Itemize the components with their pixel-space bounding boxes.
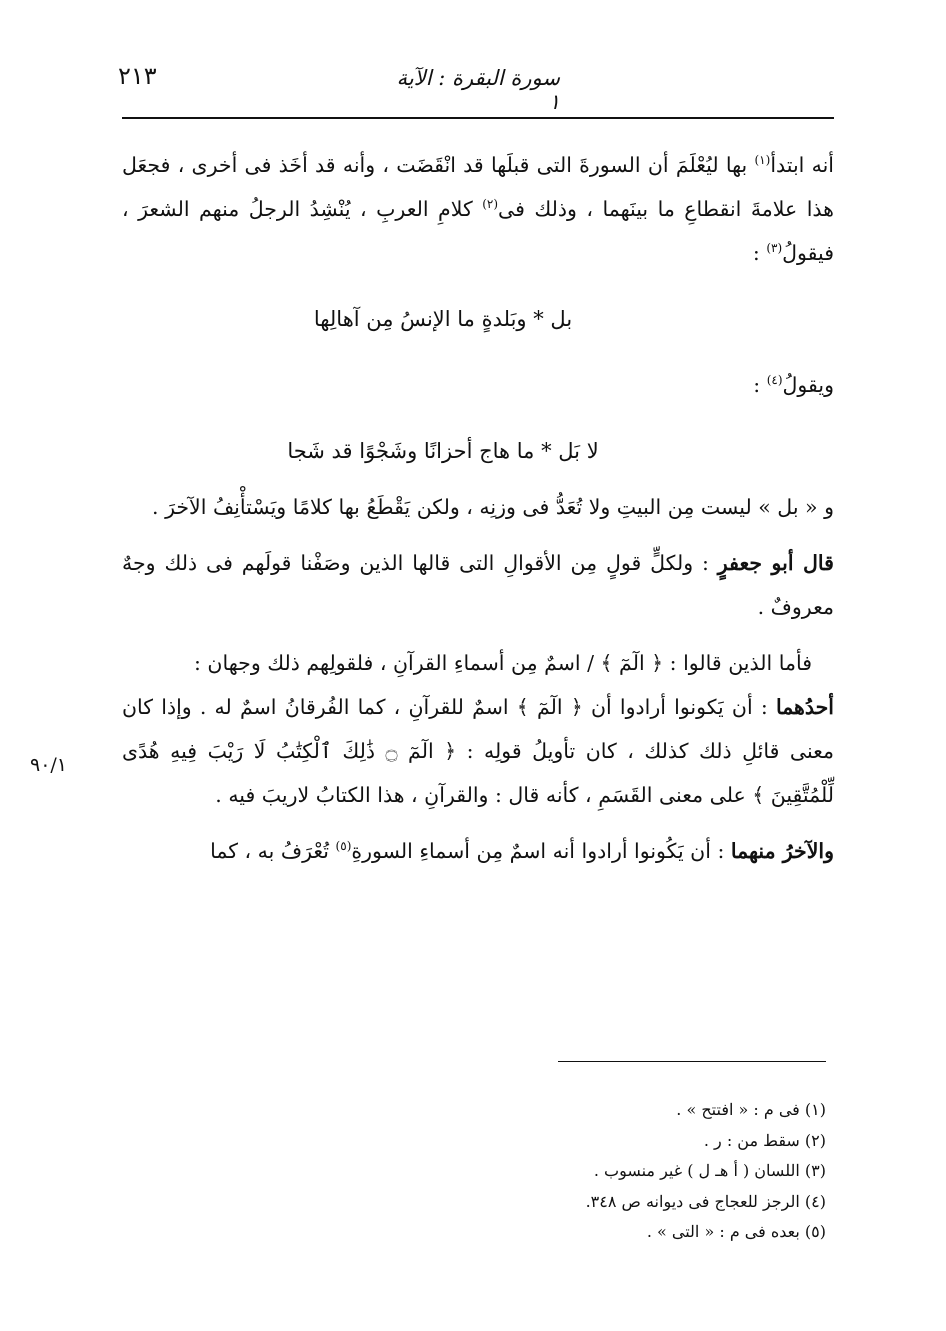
paragraph-7: والآخرُ منهما : أن يَكُونوا أرادوا أنه اسمٌ مِن أسماءِ السورةِ$^{(٥)}$ تُعْرَفُ به ، كما — [210, 839, 834, 863]
speaker-name: قال أبو جعفرٍ — [717, 551, 834, 575]
paragraph-1: أنه ابتدأ$^{(١)}$ بها ليُعْلَمَ أن السورةَ التى قبلَها قد انْقَضَت ، وأنه قد أخَذ فى أخرى ، فجعَل هذا علامةَ انقطاعِ ما بينَهما ، وذلك فى$^{(٢)}$ كلامِ العربِ ، يُنْشِدُ الرجلُ منهم الشعرَ ، فيقولُ$^{(٣)}$ : — [122, 153, 834, 265]
paragraph-2: ويقولُ$^{(٤)}$ : — [753, 373, 834, 397]
verse-line-1: بل * وبَلدةٍ ما الإنسُ مِن آهالِها — [313, 307, 573, 331]
first-view-label: أحدُهما — [775, 695, 834, 719]
paragraph-4: قال أبو جعفرٍ : ولكلٍّ قولٍ مِن الأقوالِ التى قالها الذين وصَفْنا قولَهم فى ذلك وجهٌ معروفٌ . — [122, 551, 834, 619]
footnote-ref-3: (٣) — [766, 241, 783, 256]
footnote-2: (٢) سقط من : ر . — [703, 1130, 826, 1150]
header-rule — [122, 117, 834, 119]
footnote-ref-2: (٢) — [482, 197, 499, 212]
footnote-4: (٤) الرجز للعجاج فى ديوانه ص ٣٤٨. — [585, 1191, 826, 1211]
footnote-separator — [558, 1061, 826, 1062]
paragraph-3: و « بل » ليست مِن البيتِ ولا تُعَدُّ فى وزنِه ، ولكن يَقْطَعُ بها كلامًا ويَسْتأْنِفُ الآخرَ . — [152, 495, 834, 519]
footnote-ref-1: (١) — [754, 153, 771, 168]
main-text — [122, 143, 834, 873]
page-number: ٢١٣ — [118, 62, 157, 90]
margin-reference: ٩٠/١ — [30, 754, 68, 776]
running-header-title: سورة البقرة : الآية ١ — [396, 66, 560, 114]
footnote-ref-4: (٤) — [766, 373, 783, 388]
verse-line-2: لا بَل * ما هاج أحزانًا وشَجْوًا قد شَجا — [287, 439, 599, 463]
footnote-5: (٥) بعده فى م : « التى » . — [646, 1222, 826, 1241]
footnotes — [300, 1095, 826, 1248]
footnote-ref-5: (٥) — [335, 839, 352, 854]
paragraph-5: فأما الذين قالوا : ﴿ الٓمٓ ﴾ / اسمٌ مِن أسماءِ القرآنِ ، فلقولِهم ذلك وجهان : — [193, 651, 812, 675]
footnote-1: (١) فى م : « افتتح » . — [676, 1100, 826, 1119]
paragraph-6: أحدُهما : أن يَكونوا أرادوا أن ﴿ الٓمٓ ﴾ اسمٌ للقرآنِ ، كما الفُرقانُ اسمٌ له . وإذا كان معنى قائلِ ذلك كذلك ، كان تأويلُ قولِه : ﴿ الٓمٓ ۝ ذَٰلِكَ ٱلْكِتَٰبُ لَا رَيْبَ فِيهِ هُدًى لِّلْمُتَّقِينَ ﴾ على معنى القَسَمِ ، كأنه قال : والقرآنِ ، هذا الكتابُ لاريبَ فيه . — [122, 695, 835, 807]
footnote-3: (٣) اللسان ( أ هـ ل ) غير منسوب . — [593, 1161, 826, 1180]
second-view-label: والآخرُ منهما — [730, 839, 834, 863]
